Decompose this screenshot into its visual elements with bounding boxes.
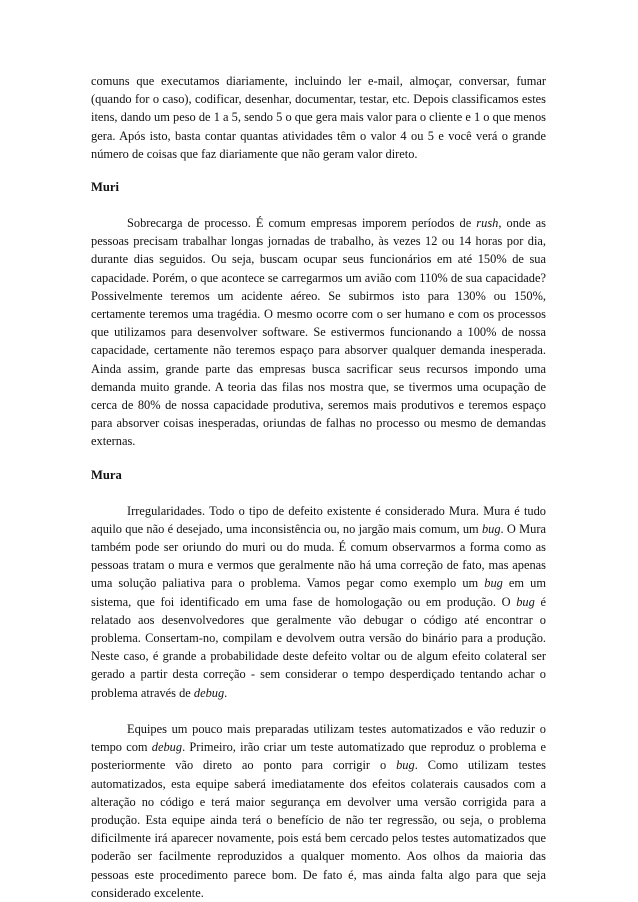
intro-paragraph bbox=[91, 72, 546, 163]
mura-p2-text-3: . Como utilizam testes automatizados, esta equipe saberá imediatamente dos efeitos colaterais causados com a alteração no código e terá maior segurança em devolver uma versão corrigida para a produção. Esta equipe ainda terá o benefício de não ter regressão, ou seja, o problema dificilmente irá aparecer novamente, pois está bem cercado pelos testes automatizados que poderão ser facilmente reproduzidos a qualquer momento. Aos olhos da maioria das pessoas este procedimento parece bom. De fato é, mas ainda falta algo para que seja considerado excelente. bbox=[91, 758, 546, 900]
mura-p1-text-5: . bbox=[224, 685, 228, 700]
mura-p1-term-bug-2: bug bbox=[484, 576, 503, 591]
mura-p2-term-debug: debug bbox=[151, 740, 183, 755]
mura-paragraph-1 bbox=[91, 502, 546, 702]
mura-p1-text-1: Irregularidades. Todo o tipo de defeito existente é considerado Mura. Mura é tudo aquilo que não é desejado, uma inconsistência ou, no jargão mais comum, um bbox=[91, 503, 546, 536]
mura-p1-term-debug: debug bbox=[193, 685, 225, 700]
intro-text: comuns que executamos diariamente, incluindo ler e-mail, almoçar, conversar, fumar (quando for o caso), codificar, desenhar, documentar, testar, etc. Depois classificamos estes itens, dando um peso de 1 a 5, sendo 5 o que gera mais valor para o cliente e 1 o que menos gera. Após isto, basta contar quantas atividades têm o valor 4 ou 5 e você verá o grande número de coisas que faz diariamente que não geram valor direto. bbox=[91, 74, 546, 161]
mura-p2-term-bug: bug bbox=[396, 758, 415, 773]
muri-term-rush: rush bbox=[476, 216, 499, 231]
document-page bbox=[91, 72, 546, 902]
mura-p2-text-2: . Primeiro, irão criar um teste automatizado que reproduz o problema e posteriormente vão direto ao ponto para corrigir o bbox=[91, 740, 546, 773]
mura-p1-text-2: . O Mura também pode ser oriundo do muri ou do muda. É comum observarmos a forma como as pessoas tratam o mura e vermos que geralmente não há uma correção de fato, mas apenas uma solução paliativa para o problema. Vamos pegar como exemplo um bbox=[91, 521, 546, 591]
muri-text-1: Sobrecarga de processo. É comum empresas imporem períodos de bbox=[127, 216, 477, 231]
section-heading-muri: Muri bbox=[91, 180, 119, 195]
muri-paragraph bbox=[91, 214, 546, 451]
muri-text-2: , onde as pessoas precisam trabalhar longas jornadas de trabalho, às vezes 12 ou 14 horas por dia, durante dias seguidos. Ou seja, buscam ocupar seus funcionários em até 150% de sua capacidade. Porém, o que acontece se carregarmos um avião com 110% de sua capacidade? Possivelmente teremos um acidente aéreo. Se subirmos isto para 130% ou 150%, certamente teremos uma tragédia. O mesmo ocorre com o ser humano e com os processos que utilizamos para desenvolver software. Se estivermos funcionando a 100% de nossa capacidade, certamente não teremos espaço para absorver qualquer demanda inesperada. Ainda assim, grande parte das empresas busca sacrificar seus recursos impondo uma demanda muito grande. A teoria das filas nos mostra que, se tivermos uma ocupação de cerca de 80% de nossa capacidade produtiva, seremos mais produtivos e teremos espaço para absorver coisas inesperadas, oriundas de falhas no processo ou mesmo de demandas externas. bbox=[91, 216, 547, 449]
mura-paragraph-2 bbox=[91, 720, 546, 902]
mura-p1-text-3: em um sistema, que foi identificado em uma fase de homologação ou em produção. O bbox=[91, 576, 546, 609]
section-heading-mura: Mura bbox=[91, 467, 122, 482]
paragraph-gap bbox=[91, 702, 546, 720]
mura-p2-text-1: Equipes um pouco mais preparadas utilizam testes automatizados e vão reduzir o tempo com bbox=[91, 721, 546, 755]
mura-p1-term-bug-3: bug bbox=[516, 594, 535, 609]
mura-p1-text-4: é relatado aos desenvolvedores que geralmente vão debugar o código até encontrar o problema. Consertam-no, compilam e devolvem outra versão do binário para a produção. Neste caso, é grande a probabilidade deste defeito voltar ou de algum efeito colateral ser gerado a partir desta correção - sem considerar o tempo desperdiçado tentando achar o problema através de bbox=[91, 594, 546, 700]
mura-p1-term-bug-1: bug bbox=[481, 521, 501, 536]
